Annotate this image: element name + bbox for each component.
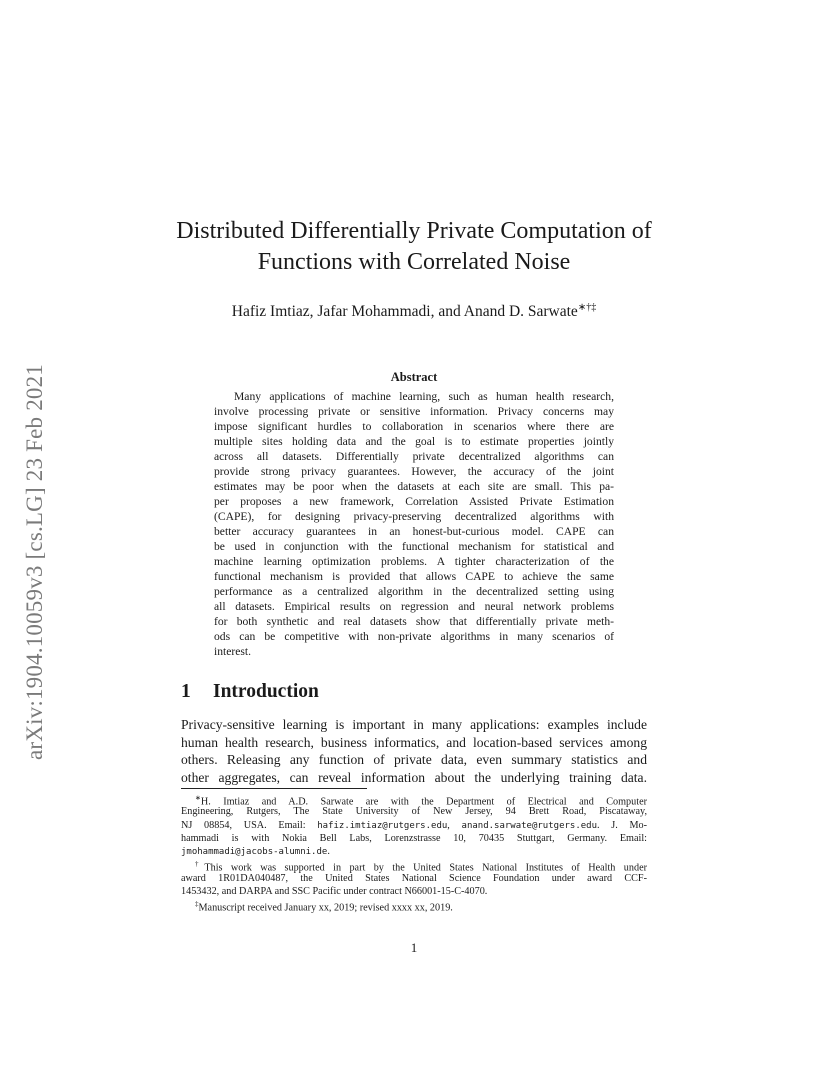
author-names: Hafiz Imtiaz, Jafar Mohammadi, and Anand D. Sarwate: [231, 303, 578, 321]
footnote-line: Engineering, Rutgers, The State University of New Jersey, 94 Brett Road, Piscataway,: [181, 806, 647, 818]
abstract-text: [214, 389, 614, 659]
abstract-line: for both synthetic and real datasets show that differentially private meth-: [214, 615, 614, 628]
footnote-line: NJ 08854, USA. Email: hafiz.imtiaz@rutgers.edu, anand.sarwate@rutgers.edu. J. Mo-: [181, 819, 648, 831]
abstract-line: better accuracy guarantees in an honest-but-curious model. CAPE can: [214, 525, 614, 538]
author-affiliation-marks: ∗†‡: [577, 302, 597, 313]
body-line: Privacy-sensitive learning is important in many applications: examples include: [181, 717, 647, 732]
footnote-line: 1453432, and DARPA and SSC Pacific under contract N66001-15-C-4070.: [181, 886, 488, 898]
abstract-line: Many applications of machine learning, such as human health research,: [234, 390, 614, 403]
footnotes: [181, 792, 647, 912]
author-list: [150, 302, 678, 321]
abstract-line: be used in conjunction with the functional mechanism for statistical and: [214, 540, 614, 553]
body-line: other aggregates, can reveal information about the underlying training data.: [181, 769, 647, 785]
paper-title: [150, 216, 678, 278]
abstract-line: machine learning optimization problems. A tighter characterization of the: [214, 555, 614, 568]
abstract-line: ods can be competitive with non-private algorithms in many scenarios of: [214, 630, 614, 643]
footnote-line: ∗H. Imtiaz and A.D. Sarwate are with the Department of Electrical and Computer: [195, 794, 647, 808]
footnote-line: award 1R01DA040487, the United States National Science Foundation under award CCF-: [181, 872, 647, 884]
footnote-line: jmohammadi@jacobs-alumni.de.: [181, 846, 330, 858]
email-link[interactable]: hafiz.imtiaz@rutgers.edu: [317, 820, 448, 831]
email-link[interactable]: anand.sarwate@rutgers.edu: [461, 820, 597, 831]
footnote-mark: ∗: [195, 794, 201, 802]
abstract-line: all datasets. Empirical results on regression and neural network problems: [214, 600, 614, 613]
abstract-line: (CAPE), for designing privacy-preserving decentralized algorithms with: [214, 510, 614, 523]
body-line: others. Releasing any function of private data, even summary statistics and: [181, 752, 647, 767]
abstract-line: across all datasets. Differentially private decentralized algorithms can: [214, 450, 614, 463]
abstract-line: functional mechanism is provided that allows CAPE to achieve the same: [214, 570, 614, 583]
abstract-line: performance as a centralized algorithm in the decentralized setting using: [214, 585, 614, 598]
abstract-line: provide strong privacy guarantees. However, the accuracy of the joint: [214, 465, 614, 478]
footnote-mark: †: [195, 860, 205, 869]
footnote-line: hammadi is with Nokia Bell Labs, Lorenzstrasse 10, 70435 Stuttgart, Germany. Email:: [181, 832, 647, 844]
abstract-line: impose significant hurdles to collaboration in scenarios where there are: [214, 420, 614, 433]
page-number: 1: [410, 940, 418, 955]
arxiv-stamp: arXiv:1904.10059v3 [cs.LG] 23 Feb 2021: [22, 364, 47, 760]
email-link[interactable]: jmohammadi@jacobs-alumni.de: [181, 847, 328, 858]
title-line-1: Distributed Differentially Private Computation of: [176, 218, 652, 244]
body-line: human health research, business informatics, and location-based services among: [181, 734, 647, 750]
abstract-line: involve processing private or sensitive information. Privacy concerns may: [214, 405, 614, 418]
footnote-mark: ‡: [195, 900, 199, 909]
intro-paragraph: [181, 716, 647, 786]
footnote-rule: [181, 788, 367, 789]
section-heading: [181, 681, 319, 703]
abstract-line: multiple sites holding data and the goal is to estimate properties jointly: [214, 435, 614, 448]
section-title: Introduction: [213, 681, 319, 702]
abstract-line: interest.: [214, 645, 252, 658]
footnote-line: †This work was supported in part by the United States National Institutes of Health under: [195, 860, 648, 874]
footnote-line: ‡Manuscript received January xx, 2019; revised xxxx xx, 2019.: [195, 900, 453, 914]
section-number: 1: [181, 681, 191, 702]
title-line-2: Functions with Correlated Noise: [257, 249, 571, 275]
abstract-line: estimates may be poor when the datasets at each site are small. This pa-: [214, 480, 614, 493]
abstract-heading: Abstract: [390, 370, 438, 384]
abstract-line: per proposes a new framework, Correlation Assisted Private Estimation: [214, 495, 614, 508]
